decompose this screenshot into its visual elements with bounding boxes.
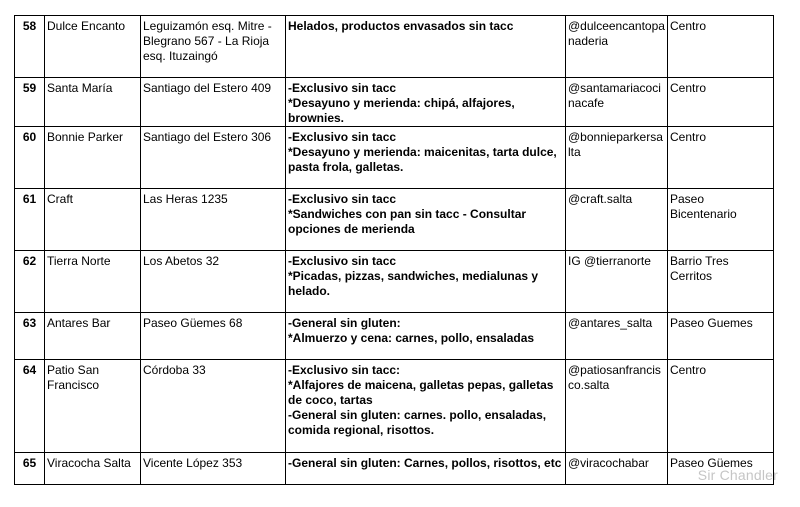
venue-name: Patio San Francisco <box>45 360 141 453</box>
venue-area: Barrio Tres Cerritos <box>668 251 774 313</box>
row-number: 61 <box>15 189 45 251</box>
venue-address: Santiago del Estero 306 <box>141 127 286 189</box>
venue-description <box>286 16 566 78</box>
venue-contact: @bonnieparkersalta <box>566 127 668 189</box>
venue-area: Paseo Güemes <box>668 453 774 485</box>
venue-description <box>286 251 566 313</box>
row-number: 60 <box>15 127 45 189</box>
venues-table <box>14 15 774 485</box>
venue-address: Córdoba 33 <box>141 360 286 453</box>
venue-contact: @viracochabar <box>566 453 668 485</box>
venue-contact: @dulceencantopanaderia <box>566 16 668 78</box>
venue-address: Santiago del Estero 409 <box>141 78 286 127</box>
venue-description <box>286 360 566 453</box>
description-line: -General sin gluten: Carnes, pollos, risottos, etc <box>288 456 562 470</box>
venue-name: Dulce Encanto <box>45 16 141 78</box>
venue-name: Bonnie Parker <box>45 127 141 189</box>
table-body <box>15 16 774 485</box>
venue-description <box>286 313 566 360</box>
venue-name: Viracocha Salta <box>45 453 141 485</box>
description-line: *Sandwiches con pan sin tacc - Consultar opciones de merienda <box>288 207 527 236</box>
description-line: -General sin gluten: <box>288 316 401 330</box>
description-line: *Alfajores de maicena, galletas pepas, galletas de coco, tartas <box>288 378 554 407</box>
venue-contact: @patiosanfrancisco.salta <box>566 360 668 453</box>
table-row <box>15 127 774 189</box>
venue-area: Centro <box>668 78 774 127</box>
row-number: 59 <box>15 78 45 127</box>
venue-area: Paseo Bicentenario <box>668 189 774 251</box>
row-number: 64 <box>15 360 45 453</box>
description-line: *Desayuno y merienda: maicenitas, tarta dulce, pasta frola, galletas. <box>288 145 557 174</box>
venue-contact: @antares_salta <box>566 313 668 360</box>
description-line: -Exclusivo sin tacc <box>288 254 397 268</box>
venue-name: Santa María <box>45 78 141 127</box>
venue-description <box>286 453 566 485</box>
venue-name: Tierra Norte <box>45 251 141 313</box>
description-line: -Exclusivo sin tacc: <box>288 363 401 377</box>
description-line: -Exclusivo sin tacc <box>288 192 397 206</box>
venue-address: Las Heras 1235 <box>141 189 286 251</box>
table-row <box>15 251 774 313</box>
description-line: *Picadas, pizzas, sandwiches, medialunas y helado. <box>288 269 539 298</box>
venue-area: Centro <box>668 360 774 453</box>
row-number: 63 <box>15 313 45 360</box>
table-row <box>15 360 774 453</box>
venue-name: Craft <box>45 189 141 251</box>
description-line: -Exclusivo sin tacc <box>288 81 397 95</box>
description-line: Helados, productos envasados sin tacc <box>288 19 514 33</box>
table-row <box>15 453 774 485</box>
description-line: -Exclusivo sin tacc <box>288 130 397 144</box>
venue-address: Vicente López 353 <box>141 453 286 485</box>
description-line: -General sin gluten: carnes. pollo, ensaladas, comida regional, risottos. <box>288 408 547 437</box>
venue-area: Centro <box>668 16 774 78</box>
venue-description <box>286 78 566 127</box>
description-line: *Desayuno y merienda: chipá, alfajores, brownies. <box>288 96 515 125</box>
venue-address: Leguizamón esq. Mitre - Blegrano 567 - La Rioja esq. Ituzaingó <box>141 16 286 78</box>
row-number: 62 <box>15 251 45 313</box>
venue-address: Los Abetos 32 <box>141 251 286 313</box>
row-number: 58 <box>15 16 45 78</box>
table-row <box>15 313 774 360</box>
venue-name: Antares Bar <box>45 313 141 360</box>
table-row <box>15 16 774 78</box>
venue-contact: @craft.salta <box>566 189 668 251</box>
watermark: Sir Chandler <box>697 467 778 483</box>
venue-description <box>286 189 566 251</box>
venue-contact: IG @tierranorte <box>566 251 668 313</box>
table-row <box>15 189 774 251</box>
table-row <box>15 78 774 127</box>
venue-description <box>286 127 566 189</box>
row-number: 65 <box>15 453 45 485</box>
venue-address: Paseo Güemes 68 <box>141 313 286 360</box>
venue-area: Paseo Guemes <box>668 313 774 360</box>
venue-area: Centro <box>668 127 774 189</box>
venue-contact: @santamariacocinacafe <box>566 78 668 127</box>
description-line: *Almuerzo y cena: carnes, pollo, ensaladas <box>288 331 535 345</box>
